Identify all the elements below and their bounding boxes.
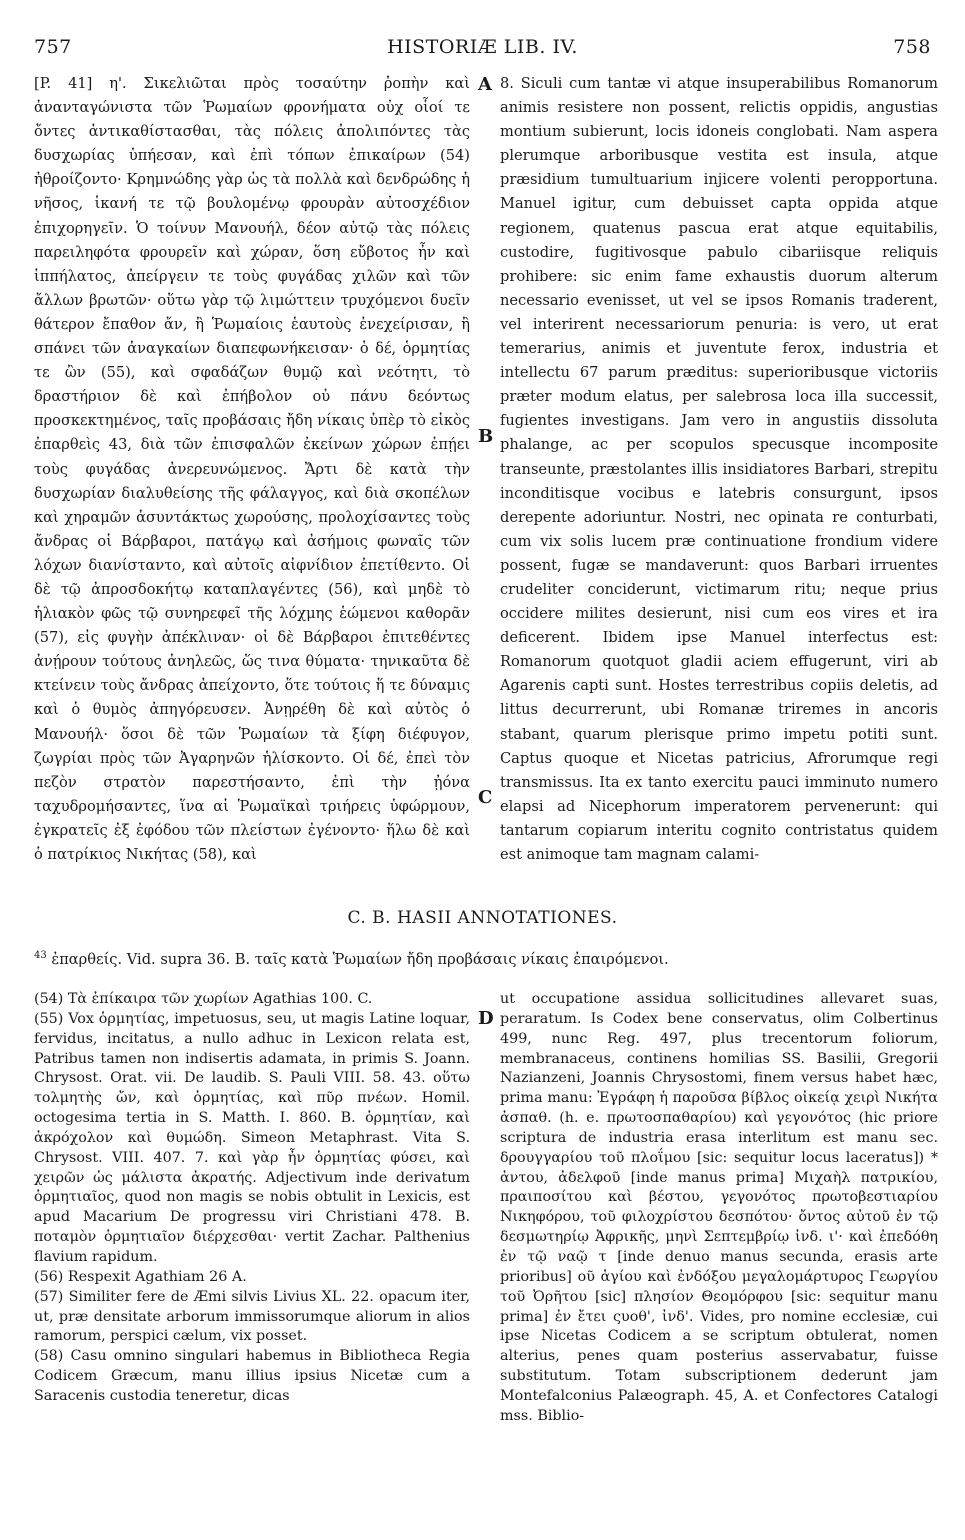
running-head bbox=[34, 36, 931, 62]
greek-paragraph: [P. 41] η'. Σικελιῶται πρὸς τοσαύτην ῥοπὴν καὶ ἀνανταγώνιστα τῶν Ῥωμαίων φρονήματα οὐχ οἷοί τε ὄντες ἀντικαθίστασθαι, τὰς πόλεις ἀπολιπόντες τὰς δυσχωρίας ὑπήεσαν, καὶ ἐπὶ τόπων ἐπικαίρων (54) ἠθροίζοντο· Κρημνώδης γὰρ ὡς τὰ πολλὰ καὶ δενδρώδης ἡ νῆσος, ἱκανή τε τῷ βουλομένῳ φρουρὰν αὐτοσχέδιον ἐπιχορηγεῖν. Ὁ τοίνυν Μανουήλ, δέον αὐτῷ τὰς πόλεις παρειληφότα φρουρεῖν καὶ χώραν, ὅση εὔβοτος ἦν καὶ ἱππήλατος, ἀπείργειν τε τοὺς φυγάδας χιλῶν καὶ τῶν ἄλλων βρωτῶν· οὕτω γὰρ τῷ λιμώττειν τρυχόμενοι δυεῖν θάτερον ἔπαθον ἄν, ἢ Ῥωμαίοις ἑαυτοὺς ἐνεχείρισαν, ἢ σπάνει τῶν ἀναγκαίων διαπεφωνήκεισαν· ὁ δέ, ὁρμητίας τε ὢν (55), καὶ σφαδάζων θυμῷ καὶ νεότητι, τὸ δραστήριον δὲ καὶ ἐπήβολον οὐ πάνυ δεόντως προσκεκτημένος, ταῖς προβάσαις ἤδη νίκαις ὑπὲρ τὸ εἰκὸς ἐπαρθεὶς 43, διὰ τῶν ἐπισφαλῶν ἐκείνων χώρων ἐπῄει τοὺς φυγάδας ἀνερευνώμενος. Ἄρτι δὲ κατὰ τὴν δυσχωρίαν διαλυθείσης τῆς φάλαγγος, καὶ διὰ σκοπέλων καὶ χηραμῶν ἀσυντάκτως χωρούσης, προλοχίσαντες τοὺς ἄνδρας οἱ Βάρβαροι, πατάγῳ καὶ ἀσήμοις φωναῖς τῶν λόχων διανίσταντο, καὶ αὐτοῖς αἰφνίδιον ἐπετίθεντο. Οἱ δὲ τῷ ἀπροσδοκήτῳ καταπλαγέντες (56), καὶ μηδὲ τὸ ἡλιακὸν φῶς τῷ συνηρεφεῖ τῆς λόχμης ἑώμενοι καθορᾶν (57), εἰς φυγὴν ἀπέκλιναν· οἱ δὲ Βάρβαροι ἐπιτεθέντες ἀνῄρουν τούτους ἀνηλεῶς, ὥς τινα θύματα· τηνικαῦτα δὲ κτείνειν τοὺς ἄνδρας ἀπείχοντο, ὅτε τούτοις ἥ τε δύναμις καὶ ὁ θυμὸς ἀπηγόρευσεν. Ἀνῃρέθη δὲ καὶ αὐτὸς ὁ Μανουήλ· ὅσοι δὲ τῶν Ῥωμαίων τὰ ξίφη διέφυγον, ζωγρίαι πρὸς τῶν Ἀγαρηνῶν ἡλίσκοντο. Οἱ δέ, ἐπεὶ τὸν πεζὸν στρατὸν παρεστήσαντο, ἐπὶ τὴν ᾐόνα ταχυδρομήσαντες, ἵνα αἱ Ῥωμαϊκαὶ τριήρεις ὑφώρμουν, ἐγκρατεῖς ἐξ ἐφόδου τῶν πλείστων ἐγένοντο· ἥλω δὲ καὶ ὁ πατρίκιος Νικήτας (58), καὶ bbox=[34, 75, 470, 863]
margin-letter-a: A bbox=[478, 74, 492, 95]
footnote-43 bbox=[34, 945, 938, 971]
footnote-number: 43 bbox=[34, 950, 47, 961]
annotation-55: (55) Vox ὁρμητίας, impetuosus, seu, ut magis Latine loquar, fervidus, incitatus, a nullo adhuc in Lexicon relata est, Patribus tamen non indisertis adamata, in primis S. Joann. Chrysost. Orat. vii. De laudib. S. Pauli VIII. 58. 43. οὕτω τολμητὴς ὤν, καὶ ὁρμητίας, καὶ πῦρ πνέων. Homil. octogesima tertia in S. Matth. I. 860. B. ὁρμητίαν, καὶ ἀκρόχολον καὶ θυμώδη. Simeon Metaphrast. Vita S. Chrysost. VIII. 407. 7. καὶ γὰρ ἦν ὁρμητίας φύσει, καὶ χειρῶν ὡς μάλιστα ἀκρατής. Adjectivum inde derivatum ὁρμητιαῖος, quod non magis se nobis obtulit in Lexicis, est apud Macarium De progressu viri Christiani 478. B. ποταμὸν ὁρμητιαῖον διέρχεσθαι· vertit Zachar. Palthenius flavium rapidum. bbox=[34, 1010, 470, 1265]
latin-paragraph: 8. Siculi cum tantæ vi atque insuperabilibus Romanorum animis resistere non possent, relictis oppidis, angustias montium subierunt, locis idoneis conglobati. Nam aspera plerumque arboribusque vestita est insula, atque præsidium tumultuarium injicere volenti peropportuna. Manuel igitur, cum debuisset capta oppida atque regionem, quatenus pascua erat atque equitabilis, custodire, fugitivosque pabulo cibariisque reliquis prohibere: sic enim fame exhaustis duorum alterum necessario evenisset, ut vel se ipsos Romanis traderent, vel interirent necessariorum penuria: is vero, ut erat temerarius, animis et juventute ferox, industria et intellectu 67 parum præditus: superioribusque victoriis præter modum elatus, per salebrosa loca illa successit, fugientes investigans. Jam vero in angustiis dissoluta phalange, ac per scopulos specusque incomposite transeunte, præstolantes illis insidiatores Barbari, strepitu inconditisque vocibus e latebris consurgunt, ipsos derepente adoriuntur. Nostri, nec opinata re conturbati, cum vix solis lucem præ continuatione frondium videre possent, fugæ se mandaverunt: quos Barbari irruentes crudeliter conciderunt, victimarum ritu; neque prius occidere milites desierunt, nisi cum eos vires et ira deficerent. Ibidem ipse Manuel interfectus est: Romanorum quotquot gladii aciem effugerunt, viri ab Agarenis capti sunt. Hostes terrestribus copiis deletis, ad littus decurrerunt, ubi Romanæ triremes in ancoris stabant, quarum plerisque primo impetu potiti sunt. Captus quoque et Nicetas patricius, Afrorumque regi transmissus. Ita ex tanto exercitu pauci imminuto numero elapsi ad Nicephorum imperatorem pervenerunt: qui tantarum copiarum interitu cognito contristatus quidem est animoque tam magnam calami- bbox=[500, 75, 938, 863]
annotation-56: (56) Respexit Agathiam 26 A. bbox=[34, 1268, 247, 1285]
page-number-right: 758 bbox=[893, 36, 931, 58]
annotation-57: (57) Similiter fere de Æmi silvis Livius XL. 22. opacum iter, ut, præ densitate arborum immissorumque aliorum in alios ramorum, perspici cælum, vix posset. bbox=[34, 1288, 470, 1345]
latin-text-column bbox=[500, 72, 938, 867]
footnote-text: ἐπαρθείς. Vid. supra 36. B. ταῖς κατὰ Ῥωμαίων ἤδη προβάσαις νίκαις ἐπαιρόμενοι. bbox=[51, 950, 669, 968]
running-title: HISTORIÆ LIB. IV. bbox=[387, 36, 578, 58]
annotations-heading: C. B. HASII ANNOTATIONES. bbox=[347, 908, 618, 928]
margin-letter-c: C bbox=[478, 787, 493, 808]
margin-letter-d: D bbox=[478, 1008, 494, 1029]
annotations-right-column bbox=[500, 990, 938, 1427]
annotation-58: (58) Casu omnino singulari habemus in Bibliotheca Regia Codicem Græcum, manu illius ipsius Nicetæ cum a Saracenis custodia teneretur, dicas bbox=[34, 1348, 470, 1404]
annotations-left-column bbox=[34, 990, 470, 1407]
greek-text-column bbox=[34, 72, 470, 867]
margin-letter-b: B bbox=[478, 426, 494, 447]
annotation-54: (54) Τὰ ἐπίκαιρα τῶν χωρίων Agathias 100. C. bbox=[34, 991, 373, 1007]
annotation-58-continued: ut occupatione assidua sollicitudines allevaret suas, peraratum. Is Codex bene conservatus, olim Colbertinus 499, nunc Reg. 497, plus trecentorum foliorum, membranaceus, continens homilias SS. Basilii, Gregorii Nazianzeni, Joannis Chrysostomi, finem versus habet hæc, prima manu: Ἐγράφη ἡ παροῦσα βίβλος οἰκείᾳ χειρὶ Νικήτα ἀσπαθ. (h. e. πρωτοσπαθαρίου) καὶ γεγονότος (hic priore scriptura de industria erasa interlitum est manu sec. δρουγγαρίου τοῦ πλοΐμου [sic: sequitur locus laceratus]) * ἀντου, ἀδελφοῦ [inde manus prima] Μιχαὴλ πατρικίου, πραιποσίτου καὶ βέστου, γεγονότος πρωτοβεστιαρίου Νικηφόρου, τοῦ φιλοχρίστου δεσπότου· ὄντος αὐτοῦ ἐν τῷ δεσμωτηρίῳ Ἀφρικῆς, μηνὶ Σεπτεμβρίῳ ἰνδ. ι'· καὶ ἐπεδόθη ἐν τῷ ναῷ τ [inde denuo manus secunda, erasis arte prioribus] οῦ ἁγίου καὶ ἐνδόξου μεγαλομάρτυρος Γεωργίου τοῦ Ὀρῆτου [sic] πλησίον Θεομόρφου [sic: sequitur manu prima] ἐν ἔτει ςυοθ', ἰνδ'. Vides, pro nomine ecclesiæ, cui ipse Nicetas Codicem a se scriptum obtulerat, nomen alterius, penes quam posterius asservabatur, fuisse substitutum. Totam subscriptionem dederunt jam Montefalconius Palæograph. 45, A. et Confectores Catalogi mss. Biblio- bbox=[500, 991, 938, 1424]
page-number-left: 757 bbox=[34, 36, 72, 58]
